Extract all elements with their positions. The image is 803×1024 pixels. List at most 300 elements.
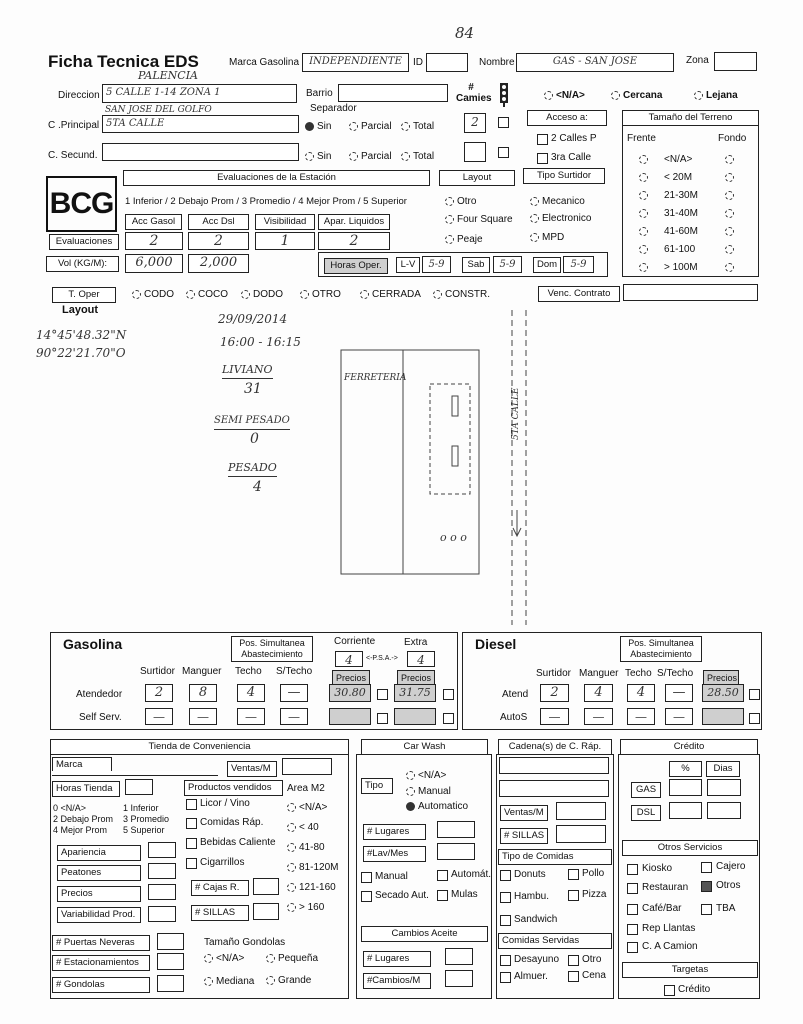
g-stecho: S/Techo bbox=[276, 666, 313, 677]
dsl-dias-field[interactable] bbox=[707, 802, 741, 819]
ca-lugares-field[interactable] bbox=[445, 948, 473, 965]
col-acc-gasol: Acc Gasol bbox=[125, 214, 182, 230]
cena-checkbox[interactable] bbox=[568, 971, 579, 982]
g-self-price-2-checkbox[interactable] bbox=[443, 713, 454, 724]
g-self-price-2[interactable] bbox=[394, 708, 436, 725]
toper-constr[interactable] bbox=[433, 289, 490, 300]
cadena-otro-checkbox[interactable] bbox=[568, 955, 579, 966]
cw-na-label: <N/A> bbox=[418, 770, 447, 781]
csecund-label: C. Secund. bbox=[48, 150, 98, 161]
restauran-label: Restauran bbox=[642, 882, 689, 893]
area-option-1[interactable] bbox=[287, 822, 319, 833]
semipesado-label: SEMI PESADO bbox=[214, 413, 290, 430]
cafe-checkbox[interactable] bbox=[627, 904, 638, 915]
carwash-tipo-label: Tipo bbox=[361, 778, 393, 794]
precios-field[interactable] bbox=[148, 884, 176, 900]
cw-secado-checkbox[interactable] bbox=[361, 891, 372, 902]
cw-mulas-label: Mulas bbox=[451, 889, 478, 900]
radio-prox-na[interactable] bbox=[544, 91, 553, 100]
cw-lavmes-label: #Lav/Mes bbox=[363, 846, 426, 862]
radio-coco[interactable] bbox=[186, 290, 195, 299]
bebidas-label: Bebidas Caliente bbox=[200, 837, 276, 848]
gas-pct-field[interactable] bbox=[669, 779, 702, 796]
nombre-label: Nombre bbox=[479, 57, 515, 68]
radio-electronico[interactable] bbox=[530, 214, 539, 223]
radio-layout-peaje[interactable] bbox=[445, 235, 454, 244]
acceso-3ra-label: 3ra Calle bbox=[551, 152, 592, 163]
separador-principal[interactable] bbox=[305, 121, 331, 132]
fondo-radio-3[interactable] bbox=[725, 208, 737, 219]
radio-sin-principal[interactable] bbox=[305, 122, 314, 131]
direccion-field[interactable]: 5 CALLE 1-14 ZONA 1 bbox=[102, 84, 297, 103]
surt-mec[interactable] bbox=[530, 196, 585, 207]
d-at-price[interactable]: 28.50 bbox=[702, 684, 744, 702]
almuer-label: Almuer. bbox=[514, 971, 548, 982]
fondo-radio-0[interactable] bbox=[725, 154, 737, 165]
gondola-pequena[interactable] bbox=[266, 953, 318, 964]
radio-total-principal[interactable] bbox=[401, 122, 410, 131]
d-auto-surtidor[interactable]: — bbox=[540, 708, 569, 725]
gondola-grande[interactable] bbox=[266, 975, 311, 986]
area-label: 121-160 bbox=[299, 882, 336, 893]
mpd-label: MPD bbox=[542, 232, 565, 243]
cprincipal-label: C .Principal bbox=[48, 120, 100, 131]
cercana-label: Cercana bbox=[623, 90, 663, 101]
cerrada-label: CERRADA bbox=[372, 289, 421, 300]
toper-coco[interactable] bbox=[186, 289, 228, 300]
toper-dodo[interactable] bbox=[241, 289, 283, 300]
extra-field[interactable]: 4 bbox=[407, 651, 435, 667]
g-at-manguer[interactable]: 8 bbox=[189, 684, 217, 702]
gasolina-pos: Pos. Simultanea Abastecimiento bbox=[231, 636, 313, 662]
cadena-ventas-label: Ventas/M bbox=[500, 805, 548, 821]
d-auto-price-checkbox[interactable] bbox=[749, 713, 760, 724]
mediana-label: Mediana bbox=[216, 976, 255, 987]
barrio-field[interactable] bbox=[338, 84, 448, 102]
t-scale-5: 4 Mejor Prom bbox=[53, 825, 108, 835]
d-at-stecho[interactable]: — bbox=[665, 684, 693, 702]
corriente-field[interactable]: 4 bbox=[335, 651, 363, 667]
g-surtidor: Surtidor bbox=[140, 666, 176, 677]
terreno-size-label: 31-40M bbox=[664, 208, 698, 219]
radio-codo[interactable] bbox=[132, 290, 141, 299]
dodo-label: DODO bbox=[253, 289, 283, 300]
area-radio[interactable] bbox=[287, 863, 296, 872]
g-at-surtidor[interactable]: 2 bbox=[145, 684, 173, 702]
g-at-price-1[interactable]: 30.80 bbox=[329, 684, 371, 702]
coord-lon: 90°22'21.70"O bbox=[36, 346, 126, 360]
radio-cw-auto[interactable] bbox=[406, 802, 415, 811]
layout-title: Layout bbox=[439, 170, 515, 186]
tienda-sillas-field[interactable] bbox=[253, 903, 279, 920]
col-acc-dsl: Acc Dsl bbox=[188, 214, 249, 230]
eval-visibilidad[interactable]: 1 bbox=[255, 232, 315, 250]
self-label: Self Serv. bbox=[79, 712, 122, 723]
tienda-marca-field[interactable] bbox=[52, 771, 218, 776]
area-radio[interactable] bbox=[287, 803, 296, 812]
cw-secado-label: Secado Aut. bbox=[375, 890, 429, 901]
zona-field[interactable] bbox=[714, 52, 757, 71]
cadena-sillas-field[interactable] bbox=[556, 825, 606, 843]
licor-checkbox[interactable] bbox=[186, 799, 197, 810]
rep-llantas-checkbox[interactable] bbox=[627, 924, 638, 935]
radio-total-secund[interactable] bbox=[401, 152, 410, 161]
cajas-field[interactable] bbox=[253, 878, 279, 895]
layout-four-label: Four Square bbox=[457, 214, 513, 225]
g-precios-2: Precios bbox=[397, 670, 435, 686]
g-at-price-2[interactable]: 31.75 bbox=[394, 684, 436, 702]
camion-label: C. A Camion bbox=[642, 941, 698, 952]
tba-checkbox[interactable] bbox=[701, 904, 712, 915]
cw-automat-checkbox[interactable] bbox=[437, 870, 448, 881]
form-title: Ficha Tecnica EDS bbox=[48, 52, 199, 71]
donuts-checkbox[interactable] bbox=[500, 870, 511, 881]
cw-auto[interactable] bbox=[406, 801, 468, 812]
prox-lejana[interactable] bbox=[694, 90, 738, 101]
frente-radio-0[interactable] bbox=[639, 154, 651, 165]
cw-lugares-field[interactable] bbox=[437, 821, 475, 838]
cambios-title: Cambios Aceite bbox=[361, 926, 488, 942]
pizza-checkbox[interactable] bbox=[568, 890, 579, 901]
area-radio[interactable] bbox=[287, 883, 296, 892]
desayuno-checkbox[interactable] bbox=[500, 955, 511, 966]
d-at-techo[interactable]: 4 bbox=[627, 684, 655, 702]
frente-label: Frente bbox=[627, 133, 656, 144]
g-self-stecho[interactable]: — bbox=[280, 708, 308, 725]
bcg-logo: BCG bbox=[46, 176, 117, 232]
vol-gasol[interactable]: 6,000 bbox=[125, 254, 183, 273]
sin-label-2: Sin bbox=[317, 151, 332, 162]
d-auto-price[interactable] bbox=[702, 708, 744, 725]
g-self-techo[interactable]: — bbox=[237, 708, 265, 725]
camiones-checkbox[interactable] bbox=[498, 117, 509, 128]
radio-dodo[interactable] bbox=[241, 290, 250, 299]
d-at-surtidor[interactable]: 2 bbox=[540, 684, 569, 702]
area-label: 81-120M bbox=[299, 862, 339, 873]
sin-secund[interactable] bbox=[305, 151, 331, 162]
sketch-time: 16:00 - 16:15 bbox=[220, 335, 301, 349]
cw-manual-label: Manual bbox=[418, 786, 451, 797]
cena-label: Cena bbox=[582, 970, 606, 981]
cajero-checkbox[interactable] bbox=[701, 862, 712, 873]
frente-radio-1[interactable] bbox=[639, 172, 651, 183]
radio-cw-manual[interactable] bbox=[406, 787, 415, 796]
neveras-field[interactable] bbox=[157, 933, 184, 950]
dias-label: Dias bbox=[706, 761, 740, 777]
direccion-label: Direccion bbox=[58, 90, 100, 101]
area-option-0[interactable] bbox=[287, 802, 327, 813]
gondola-na[interactable] bbox=[204, 953, 244, 964]
parcial-label-2: Parcial bbox=[361, 151, 392, 162]
dom-field[interactable]: 5-9 bbox=[563, 256, 594, 273]
col-apar-liquidos: Apar. Liquidos bbox=[318, 214, 390, 230]
pct-label: % bbox=[669, 761, 702, 777]
gas-dias-field[interactable] bbox=[707, 779, 741, 796]
atend-label: Atend bbox=[502, 689, 529, 700]
parcial-secund[interactable] bbox=[349, 151, 392, 162]
tienda-ventas-field[interactable] bbox=[282, 758, 332, 775]
credito-label: Crédito bbox=[678, 984, 711, 995]
sab-field[interactable]: 5-9 bbox=[493, 256, 522, 273]
acceso-2calles-label: 2 Calles P bbox=[551, 133, 597, 144]
terreno-size-label: <N/A> bbox=[664, 154, 693, 165]
cadena-field-2[interactable] bbox=[499, 780, 609, 797]
kiosko-label: Kiosko bbox=[642, 863, 673, 874]
fondo-radio-2[interactable] bbox=[725, 190, 737, 201]
radio-pequena[interactable] bbox=[266, 954, 275, 963]
csecund-field[interactable] bbox=[102, 143, 299, 161]
otros-checkbox[interactable] bbox=[701, 881, 712, 892]
cw-manual2-label: Manual bbox=[375, 871, 408, 882]
radio-gondola-na[interactable] bbox=[204, 954, 213, 963]
horas-tienda-label: Horas Tienda bbox=[52, 781, 120, 797]
surt-elec[interactable] bbox=[530, 213, 591, 224]
sin-label: Sin bbox=[317, 121, 332, 132]
evaluaciones-title: Evaluaciones de la Estación bbox=[123, 170, 430, 186]
g-self-surtidor[interactable]: — bbox=[145, 708, 173, 725]
bebidas-checkbox[interactable] bbox=[186, 838, 197, 849]
venc-contrato-field[interactable] bbox=[623, 284, 758, 301]
toper-codo[interactable] bbox=[132, 289, 174, 300]
diesel-pos: Pos. Simultanea Abastecimiento bbox=[620, 636, 702, 662]
d-auto-techo[interactable]: — bbox=[627, 708, 655, 725]
camion-checkbox[interactable] bbox=[627, 942, 638, 953]
t-scale-3: 2 Debajo Prom bbox=[53, 814, 114, 824]
tienda-marca-label: Marca bbox=[52, 757, 112, 773]
pollo-checkbox[interactable] bbox=[568, 869, 579, 880]
cadena-sillas-label: # SILLAS bbox=[500, 828, 548, 844]
radio-cerrada[interactable] bbox=[360, 290, 369, 299]
layout-four[interactable] bbox=[445, 214, 513, 225]
terreno-size-label: < 20M bbox=[664, 172, 693, 183]
restauran-checkbox[interactable] bbox=[627, 883, 638, 894]
radio-parcial-principal[interactable] bbox=[349, 122, 358, 131]
coord-lat: 14°45'48.32"N bbox=[36, 328, 127, 342]
g-at-price-2-checkbox[interactable] bbox=[443, 689, 454, 700]
pesado-label: PESADO bbox=[228, 460, 277, 477]
cadena-title: Cadena(s) de C. Ráp. bbox=[498, 739, 612, 755]
gondola-na-label: <N/A> bbox=[216, 953, 245, 964]
lejana-label: Lejana bbox=[706, 90, 738, 101]
frente-radio-3[interactable] bbox=[639, 208, 651, 219]
radio-cercana[interactable] bbox=[611, 91, 620, 100]
radio-parcial-secund[interactable] bbox=[349, 152, 358, 161]
comidas-checkbox[interactable] bbox=[186, 818, 197, 829]
d-at-manguer[interactable]: 4 bbox=[584, 684, 613, 702]
atendedor-label: Atendedor bbox=[76, 689, 123, 700]
d-auto-manguer[interactable]: — bbox=[584, 708, 613, 725]
d-precios: Precios bbox=[703, 670, 739, 686]
direccion-note: PALENCIA bbox=[138, 69, 199, 82]
id-field[interactable] bbox=[426, 53, 468, 72]
parcial-principal[interactable] bbox=[349, 121, 392, 132]
dom-label: Dom bbox=[533, 257, 561, 273]
cadena-ventas-field[interactable] bbox=[556, 802, 606, 820]
area-radio[interactable] bbox=[287, 843, 296, 852]
cw-manual[interactable] bbox=[406, 786, 451, 797]
eval-acc-dsl[interactable]: 2 bbox=[188, 232, 249, 250]
ferreteria-label: FERRETERIA bbox=[344, 373, 407, 383]
credito-checkbox[interactable] bbox=[664, 985, 675, 996]
gasolina-title: Gasolina bbox=[63, 636, 123, 652]
g-manguer: Manguer bbox=[182, 666, 222, 677]
pesado-value: 4 bbox=[253, 479, 262, 495]
radio-grande[interactable] bbox=[266, 976, 275, 985]
lv-field[interactable]: 5-9 bbox=[422, 256, 451, 273]
cadena-field-1[interactable] bbox=[499, 757, 609, 774]
t-scale-2: 1 Inferior bbox=[123, 803, 159, 813]
frente-radio-4[interactable] bbox=[639, 226, 651, 237]
radio-cw-na[interactable] bbox=[406, 771, 415, 780]
horas-tienda-field[interactable] bbox=[125, 779, 153, 795]
cw-automat-label: Automát. bbox=[451, 869, 492, 880]
radio-sin-secund[interactable] bbox=[305, 152, 314, 161]
total-label-2: Total bbox=[413, 151, 435, 162]
area-option-5[interactable] bbox=[287, 902, 324, 913]
comidas-label: Comidas Ráp. bbox=[200, 817, 264, 828]
toper-otro[interactable] bbox=[300, 289, 341, 300]
radio-constr[interactable] bbox=[433, 290, 442, 299]
fondo-radio-4[interactable] bbox=[725, 226, 737, 237]
nombre-field[interactable]: GAS - SAN JOSE bbox=[516, 53, 674, 72]
neveras-label: # Puertas Neveras bbox=[52, 935, 150, 951]
area-radio[interactable] bbox=[287, 903, 296, 912]
total-secund[interactable] bbox=[401, 151, 434, 162]
layout-otro[interactable] bbox=[445, 196, 476, 207]
ca-cambiosm-field[interactable] bbox=[445, 970, 473, 987]
d-manguer: Manguer bbox=[579, 668, 619, 679]
cajas-label: # Cajas R. bbox=[191, 880, 249, 896]
peatones-field[interactable] bbox=[148, 863, 176, 879]
radio-mediana[interactable] bbox=[204, 977, 213, 986]
area-option-4[interactable] bbox=[287, 882, 336, 893]
liviano-label: LIVIANO bbox=[222, 362, 273, 379]
layout-peaje[interactable] bbox=[445, 234, 483, 245]
prox-na[interactable] bbox=[544, 90, 585, 101]
donuts-label: Donuts bbox=[514, 869, 546, 880]
d-at-price-checkbox[interactable] bbox=[749, 689, 760, 700]
evaluaciones-scale: 1 Inferior / 2 Debajo Prom / 3 Promedio / 4 Mejor Prom / 5 Superior bbox=[125, 196, 407, 207]
terreno-title: Tamaño del Terreno bbox=[622, 110, 759, 126]
extra-label: Extra bbox=[404, 637, 428, 648]
cigarrillos-checkbox[interactable] bbox=[186, 858, 197, 869]
prox-cercana[interactable] bbox=[611, 90, 662, 101]
kiosko-checkbox[interactable] bbox=[627, 864, 638, 875]
autos-label: AutoS bbox=[500, 712, 528, 723]
radio-toper-otro[interactable] bbox=[300, 290, 309, 299]
toper-cerrada[interactable] bbox=[360, 289, 421, 300]
frente-radio-5[interactable] bbox=[639, 244, 651, 255]
pizza-label: Pizza bbox=[582, 889, 607, 900]
total-label: Total bbox=[413, 121, 435, 132]
area-option-2[interactable] bbox=[287, 842, 325, 853]
cw-mulas-checkbox[interactable] bbox=[437, 890, 448, 901]
separador-label: Separador bbox=[310, 103, 357, 114]
dsl-pct-field[interactable] bbox=[669, 802, 702, 819]
layout-otro-label: Otro bbox=[457, 196, 477, 207]
camiones-secund-checkbox[interactable] bbox=[498, 147, 509, 158]
eval-acc-gasol[interactable]: 2 bbox=[125, 232, 183, 250]
radio-mecanico[interactable] bbox=[530, 197, 539, 206]
g-at-price-1-checkbox[interactable] bbox=[377, 689, 388, 700]
total-principal[interactable] bbox=[401, 121, 434, 132]
d-auto-stecho[interactable]: — bbox=[665, 708, 693, 725]
variabilidad-field[interactable] bbox=[148, 906, 176, 922]
fondo-radio-5[interactable] bbox=[725, 244, 737, 255]
cw-na[interactable] bbox=[406, 770, 446, 781]
lv-label: L-V bbox=[396, 257, 420, 273]
marca-field[interactable]: INDEPENDIENTE bbox=[302, 53, 409, 72]
camiones-field[interactable]: 2 bbox=[464, 113, 486, 133]
g-at-stecho[interactable]: — bbox=[280, 684, 308, 702]
radio-layout-otro[interactable] bbox=[445, 197, 454, 206]
d-surtidor: Surtidor bbox=[536, 668, 572, 679]
cw-lugares-label: # Lugares bbox=[363, 824, 426, 840]
g-self-price-1[interactable] bbox=[329, 708, 371, 725]
radio-layout-four[interactable] bbox=[445, 215, 454, 224]
radio-lejana[interactable] bbox=[694, 91, 703, 100]
fondo-radio-6[interactable] bbox=[725, 262, 737, 273]
area-option-3[interactable] bbox=[287, 862, 338, 873]
gondolas-field[interactable] bbox=[157, 975, 184, 992]
cw-lavmes-field[interactable] bbox=[437, 843, 475, 860]
zona-label: Zona bbox=[686, 55, 709, 66]
estacionamientos-field[interactable] bbox=[157, 953, 184, 970]
grande-label: Grande bbox=[278, 975, 312, 986]
acceso-2calles-checkbox[interactable] bbox=[537, 134, 548, 145]
g-at-techo[interactable]: 4 bbox=[237, 684, 265, 702]
semipesado-value: 0 bbox=[250, 431, 259, 447]
g-self-price-1-checkbox[interactable] bbox=[377, 713, 388, 724]
area-radio[interactable] bbox=[287, 823, 296, 832]
g-self-manguer[interactable]: — bbox=[189, 708, 217, 725]
hambu-label: Hambu. bbox=[514, 891, 550, 902]
cprincipal-field[interactable]: 5TA CALLE bbox=[102, 115, 299, 133]
surt-mpd[interactable] bbox=[530, 232, 564, 243]
camiones-secund-field[interactable] bbox=[464, 142, 486, 162]
site-sketch bbox=[330, 300, 550, 630]
acceso-title: Acceso a: bbox=[527, 110, 607, 126]
fondo-radio-1[interactable] bbox=[725, 172, 737, 183]
radio-mpd[interactable] bbox=[530, 233, 539, 242]
area-label: 41-80 bbox=[299, 842, 325, 853]
d-techo: Techo bbox=[625, 668, 652, 679]
sketch-dots: o o o bbox=[440, 531, 467, 544]
cw-manual-checkbox[interactable] bbox=[361, 872, 372, 883]
frente-radio-2[interactable] bbox=[639, 190, 651, 201]
apariencia-field[interactable] bbox=[148, 842, 176, 858]
camiones-label: # Camies bbox=[456, 82, 492, 104]
gas-label: GAS bbox=[631, 782, 661, 798]
vol-dsl[interactable]: 2,000 bbox=[188, 254, 249, 273]
hambu-checkbox[interactable] bbox=[500, 892, 511, 903]
g-techo: Techo bbox=[235, 666, 262, 677]
sandwich-checkbox[interactable] bbox=[500, 915, 511, 926]
eval-apar-liquidos[interactable]: 2 bbox=[318, 232, 390, 250]
acceso-3ra-checkbox[interactable] bbox=[537, 153, 548, 164]
cw-auto-label: Automatico bbox=[418, 801, 469, 812]
gondola-mediana[interactable] bbox=[204, 976, 254, 987]
frente-radio-6[interactable] bbox=[639, 262, 651, 273]
sandwich-label: Sandwich bbox=[514, 914, 558, 925]
pollo-label: Pollo bbox=[582, 868, 605, 879]
venc-contrato-label: Venc. Contrato bbox=[538, 286, 620, 302]
dsl-label: DSL bbox=[631, 805, 661, 821]
tba-label: TBA bbox=[716, 903, 736, 914]
almuer-checkbox[interactable] bbox=[500, 972, 511, 983]
horas-label: Horas Oper. bbox=[324, 258, 388, 274]
surtidor-title: Tipo Surtidor bbox=[523, 168, 605, 184]
